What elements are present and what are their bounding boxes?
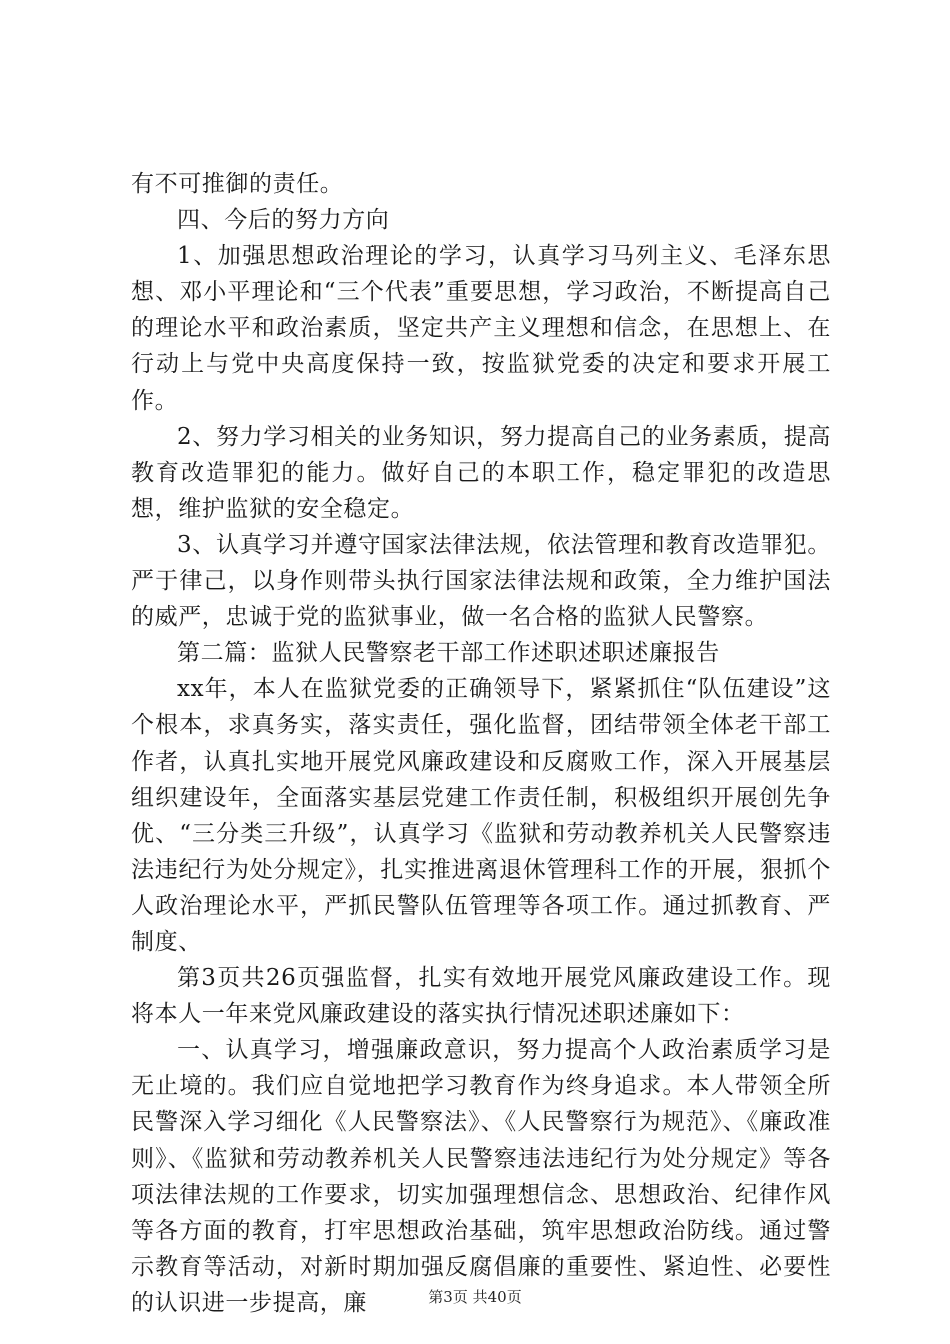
chapter-heading-second: 第二篇：监狱人民警察老干部工作述职述职述廉报告 (177, 640, 720, 667)
paragraph-report-continuation: 第3页共26页强监督，扎实有效地开展党风廉政建设工作。现将本人一年来党风廉政建设的落实执行情况述职述廉如下： (131, 965, 831, 1028)
paragraph-item-1: 1、加强思想政治理论的学习，认真学习马列主义、毛泽东思想、邓小平理论和“三个代表”重要思想，学习政治，不断提高自己的理论水平和政治素质，坚定共产主义理想和信念，在思想上、在行动上与党中央高度保持一致，按监狱党委的决定和要求开展工作。 (131, 243, 831, 414)
section-heading-future-direction: 四、今后的努力方向 (177, 207, 390, 234)
paragraph-item-3: 3、认真学习并遵守国家法律法规，依法管理和教育改造罪犯。严于律己，以身作则带头执行国家法律法规和政策，全力维护国法的威严，忠诚于党的监狱事业，做一名合格的监狱人民警察。 (131, 531, 831, 631)
paragraph-item-2: 2、努力学习相关的业务知识，努力提高自己的业务素质，提高教育改造罪犯的能力。做好自己的本职工作，稳定罪犯的改造思想，维护监狱的安全稳定。 (131, 423, 831, 522)
document-body (131, 166, 831, 1321)
paragraph-study-section: 一、认真学习，增强廉政意识，努力提高个人政治素质学习是无止境的。我们应自觉地把学习教育作为终身追求。本人带领全所民警深入学习细化《人民警察法》、《人民警察行为规范》、《廉政准则》、《监狱和劳动教养机关人民警察违法违纪行为处分规定》等各项法律法规的工作要求，切实加强理想信念、思想政治、纪律作风等各方面的教育，打牢思想政治基础，筑牢思想政治防线。通过警示教育等活动，对新时期加强反腐倡廉的重要性、紧迫性、必要性的认识进一步提高，廉 (131, 1037, 831, 1316)
paragraph-continuation: 有不可推御的责任。 (131, 171, 344, 197)
page-footer: 第3页 共40页 (428, 1288, 522, 1306)
paragraph-report-intro: xx年，本人在监狱党委的正确领导下，紧紧抓住“队伍建设”这个根本，求真务实，落实责任，强化监督，团结带领全体老干部工作者，认真扎实地开展党风廉政建设和反腐败工作，深入开展基层组织建设年，全面落实基层党建工作责任制，积极组织开展创先争优、“三分类三升级”，认真学习《监狱和劳动教养机关人民警察违法违纪行为处分规定》，扎实推进离退休管理科工作的开展，狠抓个人政治理论水平，严抓民警队伍管理等各项工作。通过抓教育、严制度、 (131, 676, 831, 955)
